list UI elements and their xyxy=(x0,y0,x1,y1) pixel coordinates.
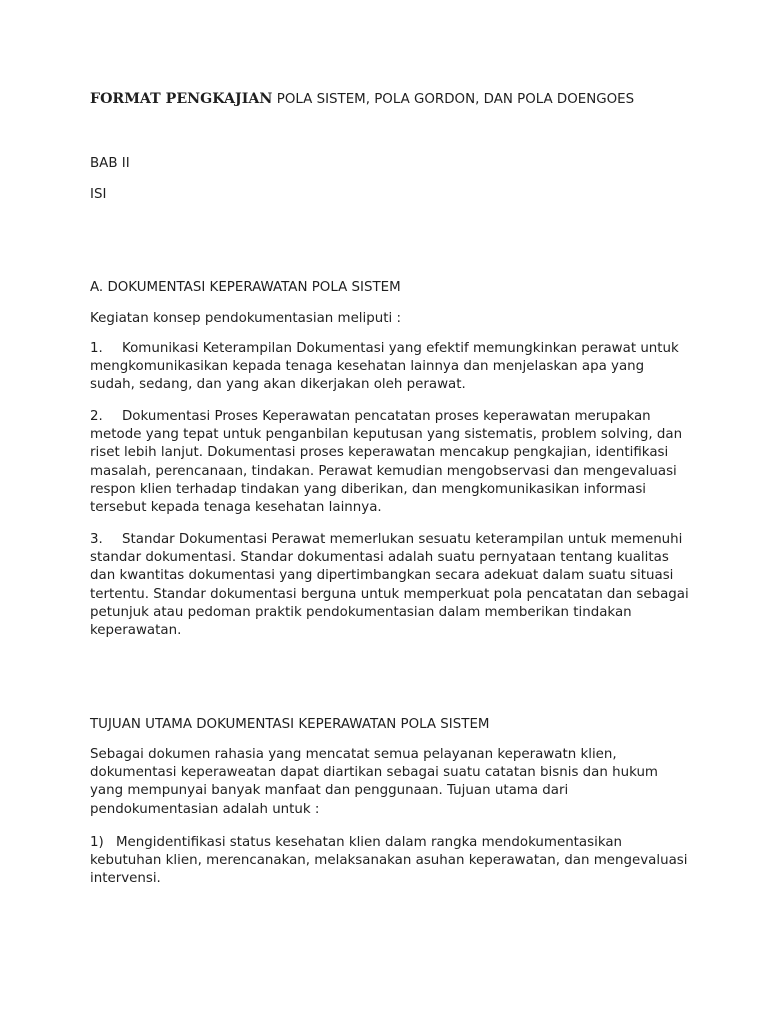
list-item-text: Dokumentasi Proses Keperawatan pencatatan proses keperawatan merupakan metode yang tepat untuk penganbilan keputusan yang sistematis, problem solving, dan riset lebih lanjut. Dokumentasi proses keperawatan mencakup pengkajian, identifikasi masalah, perencanaan, tindakan. Perawat kemudian mengobservasi dan mengevaluasi respon klien terhadap tindakan yang diberikan, dan mengkomunikasikan informasi tersebut kepada tenaga kesehatan lainnya. xyxy=(90,409,683,516)
section-tujuan-heading: TUJUAN UTAMA DOKUMENTASI KEPERAWATAN POLA SISTEM xyxy=(90,717,490,732)
list-item-text: Mengidentifikasi status kesehatan klien dalam rangka mendokumentasikan kebutuhan klien, merencanakan, melaksanakan asuhan keperawatan, dan mengevaluasi intervensi. xyxy=(90,835,688,887)
section-isi-label: ISI xyxy=(90,187,107,202)
list-item-number: 1. xyxy=(90,341,103,356)
section-a-heading: A. DOKUMENTASI KEPERAWATAN POLA SISTEM xyxy=(90,280,401,295)
list-item-number: 2. xyxy=(90,409,103,424)
list-item-text: Komunikasi Keterampilan Dokumentasi yang efektif memungkinkan perawat untuk mengkomunikasikan kepada tenaga kesehatan lainnya dan menjelaskan apa yang sudah, sedang, dan yang akan dikerjakan oleh perawat. xyxy=(90,341,679,393)
tujuan-list-item-1 xyxy=(90,834,690,889)
list-item-number: 3. xyxy=(90,532,103,547)
title-rest-part: POLA SISTEM, POLA GORDON, DAN POLA DOENGOES xyxy=(276,92,635,107)
list-item-number: 1) xyxy=(90,835,104,850)
list-item-text: Standar Dokumentasi Perawat memerlukan sesuatu keterampilan untuk memenuhi standar dokumentasi. Standar dokumentasi adalah suatu pernyataan tentang kualitas dan kwantitas dokumentasi yang dipertimbangkan secara adekuat dalam suatu situasi tertentu. Standar dokumentasi berguna untuk memperkuat pola pencatatan dan sebagai petunjuk atau pedoman praktik pendokumentasian dalam memberikan tindakan keperawatan. xyxy=(90,532,689,639)
list-item-2 xyxy=(90,408,690,517)
section-a-intro: Kegiatan konsep pendokumentasian meliputi : xyxy=(90,311,401,326)
list-item-3 xyxy=(90,531,690,640)
section-tujuan-intro: Sebagai dokumen rahasia yang mencatat semua pelayanan keperawatn klien, dokumentasi keperaweatan dapat diartikan sebagai suatu catatan bisnis dan hukum yang mempunyai banyak manfaat dan penggunaan. Tujuan utama dari pendokumentasian adalah untuk : xyxy=(90,747,658,817)
chapter-label: BAB II xyxy=(90,156,130,171)
document-title xyxy=(90,90,690,109)
title-bold-part: FORMAT PENGKAJIAN xyxy=(90,91,273,107)
list-item-1 xyxy=(90,340,690,395)
